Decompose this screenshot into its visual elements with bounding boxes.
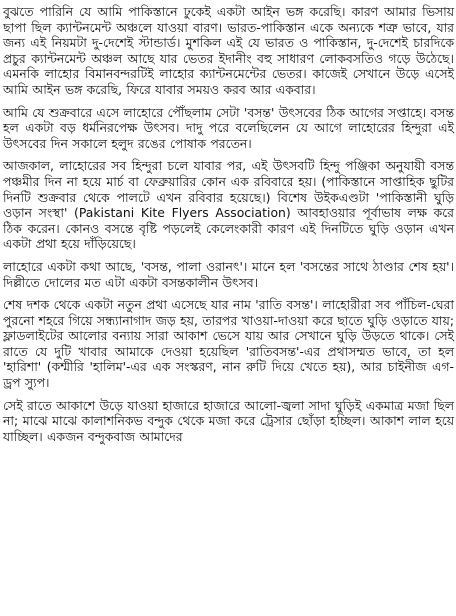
paragraph-raati-basant: শেষ দশক থেকে একটা নতুন প্রথা এসেছে যার নাম 'রাতি বসন্ত'। লাহোরীরা সব পাঁচিল-ঘেরা পুরনো শহরে গিয়ে সন্ধ্যানাগাদ জড় হয়, তারপর খাওয়া-দাওয়া করে ছাতে ঘুড়ি ওড়াতে যায়; ফ্লাডলাইটের আলোর বন্যায় সারা আকাশ ভেসে যায় আর সেখানে ঘুড়ি উড়তে থাকে। সেই রাতে যে দুটি খাবার আমাকে দেওয়া হয়েছিল 'রাতিবসন্ত'-এর প্রথাসম্মত ভাবে, তা হল 'হারিশা' (কশ্মীরি 'হালিম'-এর এক সংস্করণ, নান রুটি দিয়ে খেতে হয়), আর চাইনীজ এগ-ড্রপ স্যুপ। — [3, 297, 454, 391]
document-page — [3, 0, 454, 451]
paragraph-basant-date: আজকাল, লাহোরের সব হিন্দুরা চলে যাবার পর, এই উৎসবটি হিন্দু পঞ্জিকা অনুযায়ী বসন্ত পঞ্চমীর দিন না হয়ে মার্চ বা ফেব্রুয়ারির কোন এক রবিবারে হয়। (পাকিস্তানে সাপ্তাহিক ছুটির দিনটি শুক্রবার থেকে পালটে এখন রবিবার হয়েছে।) বিশেষ উইকএণ্ডটা 'পাকিস্তানী ঘুড়ি ওড়ান সংস্থা' (Pakistani Kite Flyers Association) আবহাওয়ার পূর্বাভাষ লক্ষ করে ঠিক করেন। কোনও বসন্তে বৃষ্টি পড়লেই কেলেংকারী কারণ এই দিনটিতে ঘুড়ি ওড়ান এখন একটা প্রথা হয়ে দাঁড়িয়েছে। — [3, 158, 454, 252]
paragraph-lahore-saying: লাহোরে একটা কথা আছে, 'বসন্ত, পালা ওরানৎ'। মানে হল 'বসন্তের সাথে ঠাণ্ডার শেষ হয়'। দিল্লীতে দোলের মত এটা একটা বসন্তকালীন উৎসব। — [3, 258, 454, 290]
paragraph-visa-law: বুঝতে পারিনি যে আমি পাকিস্তানে ঢুকেই একটা আইন ভঙ্গ করেছি। কারণ আমার ভিসায় ছাপা ছিল ক্যান্টনমেন্ট অঞ্চলে যাওয়া বারণ। ভারত-পাকিস্তান একে অন্যকে শত্রু ভাবে, যার জন্য এই নিয়মটা দু-দেশেই স্টান্ডার্ড। মুশকিল এই যে ভারত ও পাকিস্তান, দু-দেশেই চারদিকে প্রচুর ক্যান্টনমেন্ট অঞ্চল আছে যার ভেতর ইদানীং বহু সাধারণ লোকবসতিও গড়ে উঠেছে। এমনকি লাহোর বিমানবন্দরটিই লাহোর ক্যান্টনমেন্টের ভেতর। কাজেই সেখানে উড়ে এসেই আমি আইন ভঙ্গ করেছি, ফিরে যাবার সময়ও করব আর একবার। — [3, 4, 454, 97]
paragraph-basant-arrival: আমি যে শুক্রবারে এসে লাহোরে পৌঁছলাম সেটা 'বসন্ত' উৎসবের ঠিক আগের সপ্তাহে। বসন্ত হল একটা বড় ধর্মনিরপেক্ষ উৎসব। দাদু পরে বলেছিলেন যে আগে লাহোরের হিন্দুরা এই উৎসবের দিন সকালে হলুদ রঙের পোষাক পরতেন। — [3, 104, 454, 151]
paragraph-night-sky: সেই রাতে আকাশে উড়ে যাওয়া হাজারে হাজারে আলো-জ্বলা সাদা ঘুড়িই একমাত্র মজা ছিল না; মাঝে মাঝে কালাশনিকভ বন্দুক থেকে মজা করে ট্রেসার ছোঁড়া হচ্ছিল। আকাশ লাল হয়ে যাচ্ছিল। একজন বন্দুকবাজ আমাদের — [3, 397, 454, 444]
